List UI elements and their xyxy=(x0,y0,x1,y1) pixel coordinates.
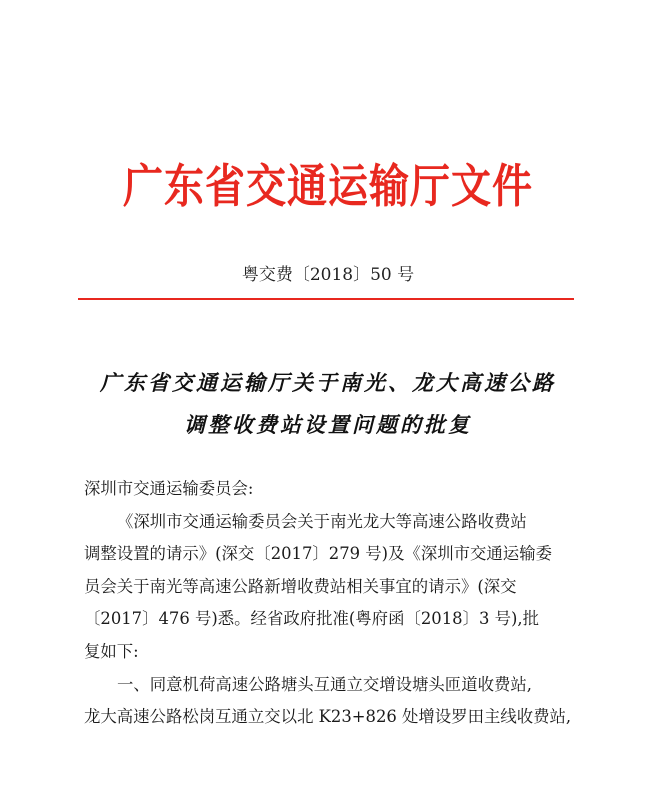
subject-line-1: 广东省交通运输厅关于南光、龙大高速公路 xyxy=(100,370,556,395)
body-line: 龙大高速公路松岗互通立交以北 K23+826 处增设罗田主线收费站, xyxy=(84,707,572,727)
body-line: 一、同意机荷高速公路塘头互通立交增设塘头匝道收费站, xyxy=(117,674,532,694)
document-header-title: 广东省交通运输厅文件 xyxy=(123,160,533,214)
body-line: 调整设置的请示》(深交〔2017〕279 号)及《深圳市交通运输委 xyxy=(84,544,552,564)
body-line: 员会关于南光等高速公路新增收费站相关事宜的请示》(深交 xyxy=(84,576,517,596)
salutation: 深圳市交通运输委员会: xyxy=(84,479,254,498)
document-body xyxy=(84,473,580,734)
red-separator-line xyxy=(78,298,574,300)
document-subject xyxy=(0,362,656,446)
body-line: 《深圳市交通运输委员会关于南光龙大等高速公路收费站 xyxy=(117,511,527,531)
body-line: 复如下: xyxy=(84,641,139,661)
subject-line-2: 调整收费站设置问题的批复 xyxy=(184,412,472,437)
body-line: 〔2017〕476 号)悉。经省政府批准(粤府函〔2018〕3 号),批 xyxy=(84,609,539,629)
document-number: 粤交费〔2018〕50 号 xyxy=(241,265,415,285)
